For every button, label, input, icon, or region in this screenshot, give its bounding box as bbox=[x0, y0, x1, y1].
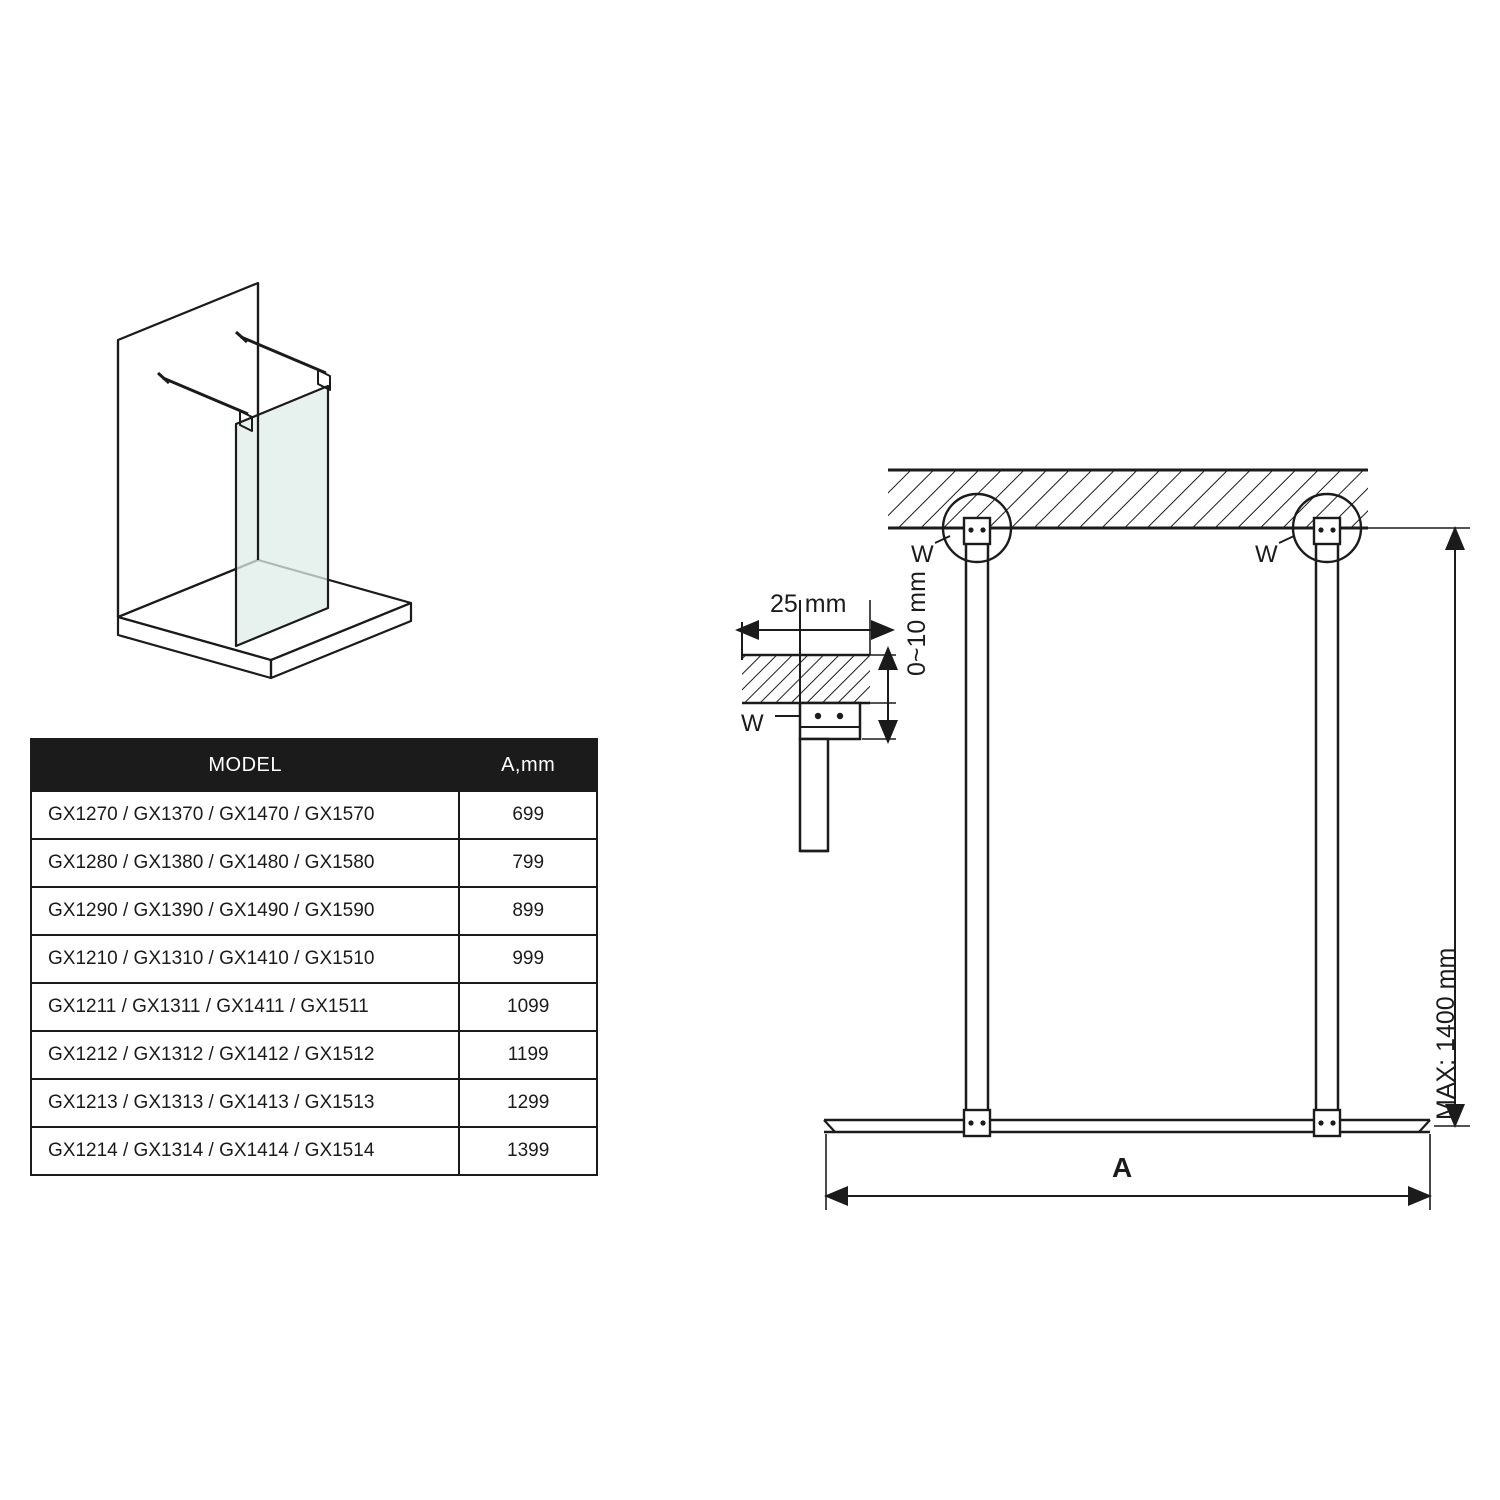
table-row bbox=[31, 1127, 597, 1175]
table-cell-a-value: 899 bbox=[459, 887, 597, 935]
table-cell-a-value: 699 bbox=[459, 791, 597, 839]
table-cell-model: GX1290 / GX1390 / GX1490 / GX1590 bbox=[31, 887, 459, 935]
table-cell-model: GX1212 / GX1312 / GX1412 / GX1512 bbox=[31, 1031, 459, 1079]
model-dimension-table bbox=[30, 738, 598, 1176]
table-cell-a-value: 1099 bbox=[459, 983, 597, 1031]
table-cell-a-value: 1199 bbox=[459, 1031, 597, 1079]
table-cell-model: GX1213 / GX1313 / GX1413 / GX1513 bbox=[31, 1079, 459, 1127]
table-cell-model: GX1280 / GX1380 / GX1480 / GX1580 bbox=[31, 839, 459, 887]
table-cell-model: GX1270 / GX1370 / GX1470 / GX1570 bbox=[31, 791, 459, 839]
table-row bbox=[31, 983, 597, 1031]
table-row bbox=[31, 935, 597, 983]
detail-marker-left: W bbox=[911, 541, 934, 568]
dimension-label-25mm: 25 mm bbox=[770, 590, 847, 618]
detail-marker-side: W bbox=[741, 710, 764, 737]
table-row bbox=[31, 887, 597, 935]
table-cell-a-value: 1299 bbox=[459, 1079, 597, 1127]
table-cell-a-value: 999 bbox=[459, 935, 597, 983]
dimension-label-max-height: MAX: 1400 mm bbox=[1432, 947, 1460, 1120]
detail-marker-right: W bbox=[1255, 541, 1278, 568]
table-row bbox=[31, 839, 597, 887]
dimension-label-gap: 0~10 mm bbox=[903, 571, 931, 676]
dimension-label-width-a: A bbox=[1112, 1152, 1133, 1183]
table-cell-a-value: 799 bbox=[459, 839, 597, 887]
table-row bbox=[31, 1031, 597, 1079]
table-cell-model: GX1211 / GX1311 / GX1411 / GX1511 bbox=[31, 983, 459, 1031]
table-cell-model: GX1210 / GX1310 / GX1410 / GX1510 bbox=[31, 935, 459, 983]
table-header-row bbox=[31, 739, 597, 791]
table-row bbox=[31, 791, 597, 839]
column-header-a: A,mm bbox=[459, 739, 597, 791]
isometric-view bbox=[118, 283, 411, 678]
table-cell-a-value: 1399 bbox=[459, 1127, 597, 1175]
table-cell-model: GX1214 / GX1314 / GX1414 / GX1514 bbox=[31, 1127, 459, 1175]
table-row bbox=[31, 1079, 597, 1127]
column-header-model: MODEL bbox=[31, 739, 459, 791]
